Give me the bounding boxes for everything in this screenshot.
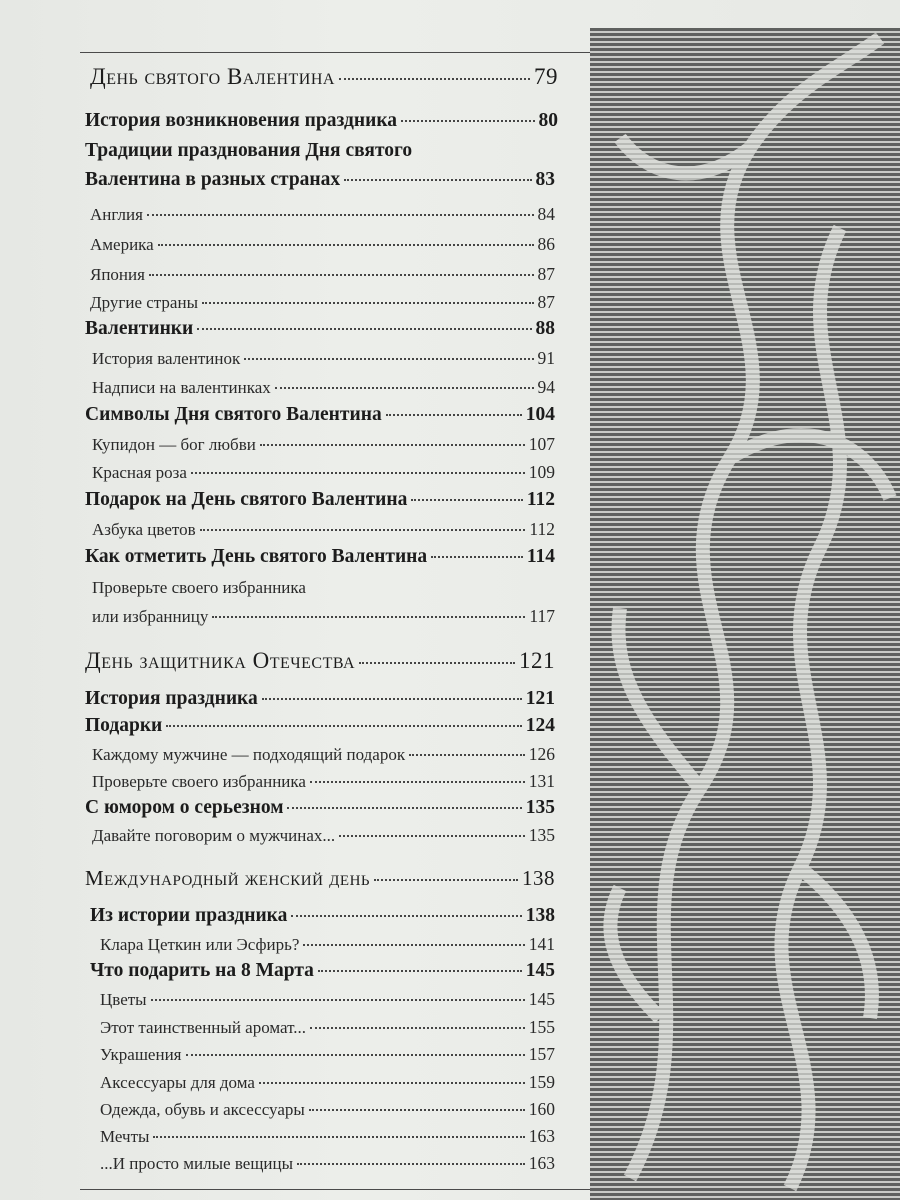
dot-leader <box>149 274 534 276</box>
toc-entry[interactable] <box>85 688 555 710</box>
toc-entry[interactable] <box>90 64 558 90</box>
entry-page: 163 <box>528 1153 555 1173</box>
entry-page: 104 <box>525 404 555 425</box>
entry-page: 126 <box>528 744 555 764</box>
toc-entry[interactable] <box>90 905 555 927</box>
dot-leader <box>339 835 525 837</box>
toc-entry[interactable] <box>90 234 555 255</box>
entry-title: Купидон — бог любви <box>92 435 256 454</box>
toc-entry[interactable] <box>92 377 555 398</box>
entry-page: 135 <box>528 825 555 845</box>
entry-title: Подарок на День святого Валентина <box>85 489 408 510</box>
dot-leader <box>344 179 531 181</box>
entry-page: 135 <box>525 797 555 818</box>
entry-title: Другие страны <box>90 293 198 312</box>
toc-entry[interactable] <box>85 648 555 674</box>
dot-leader <box>310 1027 525 1029</box>
dot-leader <box>260 444 525 446</box>
dot-leader <box>339 78 530 80</box>
dot-leader <box>197 328 531 330</box>
toc-entry[interactable] <box>92 434 555 455</box>
dot-leader <box>374 879 518 881</box>
toc-entry[interactable] <box>85 404 555 426</box>
dot-leader <box>303 944 524 946</box>
entry-page: 84 <box>537 204 555 224</box>
dot-leader <box>386 414 522 416</box>
entry-title: Англия <box>90 205 143 224</box>
entry-page: 145 <box>525 960 555 981</box>
dot-leader <box>359 662 515 664</box>
toc-entry[interactable] <box>85 546 555 568</box>
entry-title: Что подарить на 8 Марта <box>90 960 314 981</box>
dot-leader <box>287 807 521 809</box>
toc-entry[interactable] <box>85 110 558 132</box>
entry-title: История праздника <box>85 688 258 709</box>
entry-title: Проверьте своего избранника <box>92 772 306 791</box>
dot-leader <box>297 1163 525 1165</box>
toc-entry[interactable] <box>92 519 555 540</box>
entry-title: Международный женский день <box>85 866 371 890</box>
entry-title: Подарки <box>85 715 163 736</box>
dot-leader <box>275 387 534 389</box>
entry-title: Азбука цветов <box>92 520 196 539</box>
entry-page: 124 <box>525 715 555 736</box>
toc-entry[interactable] <box>85 797 555 819</box>
entry-title: Цветы <box>100 990 147 1009</box>
dot-leader <box>166 725 521 727</box>
entry-title: Давайте поговорим о мужчинах... <box>92 826 336 845</box>
toc-entry[interactable] <box>85 715 555 737</box>
entry-page: 121 <box>519 648 555 673</box>
entry-title: Надписи на валентинках <box>92 378 271 397</box>
dot-leader <box>200 529 526 531</box>
dot-leader <box>401 120 534 122</box>
toc-entry-line[interactable]: Проверьте своего избранника <box>92 578 306 597</box>
toc-entry[interactable] <box>100 1126 555 1147</box>
entry-title: Одежда, обувь и аксессуары <box>100 1100 305 1119</box>
dot-leader <box>158 244 534 246</box>
dot-leader <box>151 999 525 1001</box>
entry-title: Красная роза <box>92 463 187 482</box>
dot-leader <box>318 970 522 972</box>
entry-page: 160 <box>528 1099 555 1119</box>
toc-entry[interactable] <box>85 489 555 511</box>
entry-page: 114 <box>526 546 555 567</box>
entry-title: Мечты <box>100 1127 150 1146</box>
entry-page: 87 <box>537 292 555 312</box>
toc-entry[interactable] <box>90 292 555 313</box>
entry-title: С юмором о серьезном <box>85 797 284 818</box>
dot-leader <box>147 214 534 216</box>
entry-title: Украшения <box>100 1045 182 1064</box>
entry-title: Валентинки <box>85 318 194 339</box>
toc-entry[interactable] <box>100 1044 555 1065</box>
entry-page: 109 <box>528 462 555 482</box>
entry-title: Из истории праздника <box>90 905 288 926</box>
toc-entry[interactable] <box>92 744 555 765</box>
entry-page: 121 <box>525 688 555 709</box>
entry-page: 79 <box>534 64 558 89</box>
entry-page: 88 <box>535 318 555 339</box>
dot-leader <box>431 556 523 558</box>
toc-entry[interactable] <box>90 264 555 285</box>
dot-leader <box>202 302 534 304</box>
entry-page: 112 <box>526 489 555 510</box>
entry-title: День святого Валентина <box>90 64 335 89</box>
entry-title: История валентинок <box>92 349 241 368</box>
toc-entry[interactable] <box>90 204 555 225</box>
entry-title: Клара Цеткин или Эсфирь? <box>100 935 300 954</box>
dot-leader <box>411 499 522 501</box>
entry-page: 87 <box>537 264 555 284</box>
toc-entry[interactable] <box>85 318 555 340</box>
toc-entry[interactable] <box>100 934 555 955</box>
toc-entry[interactable] <box>85 866 555 891</box>
toc-entry[interactable] <box>85 169 555 191</box>
entry-title: ...И просто милые вещицы <box>100 1154 294 1173</box>
entry-page: 155 <box>528 1017 555 1037</box>
toc-entry[interactable] <box>92 771 555 792</box>
entry-page: 138 <box>525 905 555 926</box>
entry-title: Япония <box>90 265 145 284</box>
toc-entry[interactable] <box>100 989 555 1010</box>
entry-title: Как отметить День святого Валентина <box>85 546 428 567</box>
toc-entry-line[interactable]: Традиции празднования Дня святого <box>85 140 413 161</box>
toc-entry[interactable] <box>92 348 555 369</box>
dot-leader <box>191 472 525 474</box>
entry-title: Америка <box>90 235 154 254</box>
dot-leader <box>409 754 525 756</box>
dot-leader <box>262 698 522 700</box>
dot-leader <box>291 915 521 917</box>
dot-leader <box>310 781 525 783</box>
entry-page: 86 <box>537 234 555 254</box>
entry-page: 80 <box>538 110 558 131</box>
entry-page: 163 <box>528 1126 555 1146</box>
entry-page: 117 <box>529 606 555 626</box>
dot-leader <box>153 1136 524 1138</box>
dot-leader <box>259 1082 525 1084</box>
dot-leader <box>212 616 525 618</box>
entry-page: 157 <box>528 1044 555 1064</box>
dot-leader <box>309 1109 525 1111</box>
dot-leader <box>186 1054 525 1056</box>
entry-title: Валентина в разных странах <box>85 169 341 190</box>
entry-page: 83 <box>535 169 555 190</box>
dot-leader <box>244 358 533 360</box>
entry-page: 94 <box>537 377 555 397</box>
entry-page: 91 <box>537 348 555 368</box>
toc-entry[interactable] <box>92 606 555 627</box>
toc-entry[interactable] <box>90 960 555 982</box>
entry-page: 112 <box>529 519 555 539</box>
toc-entry[interactable] <box>100 1153 555 1174</box>
entry-page: 138 <box>522 866 555 890</box>
toc-entry[interactable] <box>100 1099 555 1120</box>
entry-page: 159 <box>528 1072 555 1092</box>
entry-page: 107 <box>528 434 555 454</box>
entry-page: 141 <box>528 934 555 954</box>
entry-title: Каждому мужчине — подходящий подарок <box>92 745 406 764</box>
entry-title: Символы Дня святого Валентина <box>85 404 382 425</box>
entry-page: 131 <box>528 771 555 791</box>
toc-entry[interactable] <box>100 1072 555 1093</box>
entry-title: Аксессуары для дома <box>100 1073 255 1092</box>
entry-title: Этот таинственный аромат... <box>100 1018 307 1037</box>
entry-title: История возникновения праздника <box>85 110 398 131</box>
toc-entry[interactable] <box>100 1017 555 1038</box>
entry-title: или избранницу <box>92 607 209 626</box>
entry-title: День защитника Отечества <box>85 648 356 673</box>
toc-entry[interactable] <box>92 462 555 483</box>
entry-page: 145 <box>528 989 555 1009</box>
decorative-band <box>590 28 900 1200</box>
bottom-rule <box>80 1189 590 1190</box>
toc-entry[interactable] <box>92 825 555 846</box>
